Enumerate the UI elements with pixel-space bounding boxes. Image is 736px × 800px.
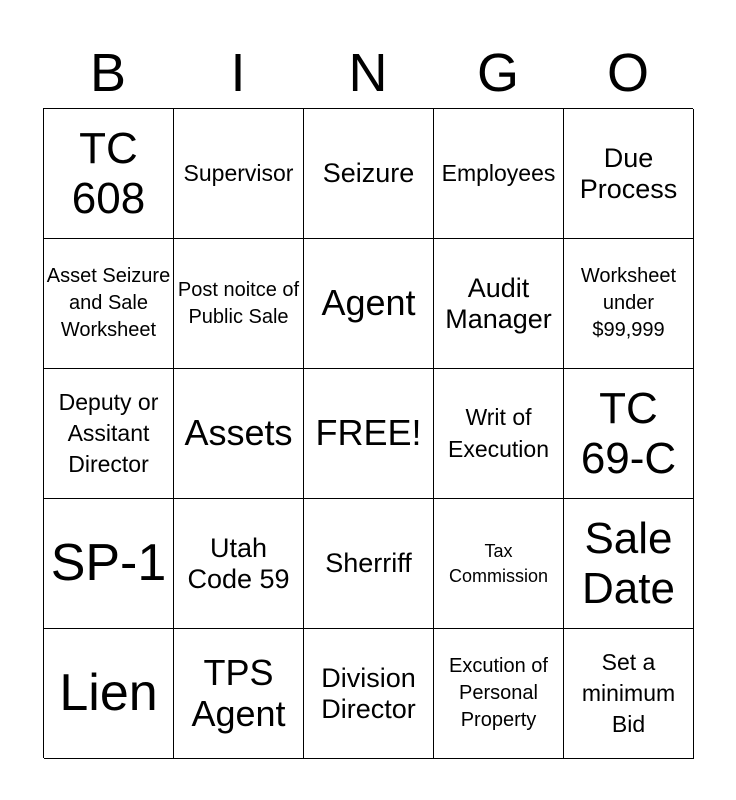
bingo-cell: Lien	[44, 629, 174, 759]
bingo-cell: Audit Manager	[434, 239, 564, 369]
bingo-cell: Supervisor	[174, 109, 304, 239]
bingo-card	[43, 108, 693, 758]
bingo-cell: Set a minimum Bid	[564, 629, 694, 759]
bingo-cell: Sale Date	[564, 499, 694, 629]
header-letter-o: O	[606, 43, 649, 103]
bingo-cell: Writ of Execution	[434, 369, 564, 499]
bingo-cell: Employees	[434, 109, 564, 239]
header-letter-b: B	[89, 43, 127, 103]
bingo-cell: Due Process	[564, 109, 694, 239]
bingo-cell: Assets	[174, 369, 304, 499]
bingo-cell: Seizure	[304, 109, 434, 239]
bingo-cell: SP-1	[44, 499, 174, 629]
bingo-cell: Deputy or Assitant Director	[44, 369, 174, 499]
bingo-cell: Utah Code 59	[174, 499, 304, 629]
bingo-cell: Division Director	[304, 629, 434, 759]
bingo-cell: Tax Commission	[434, 499, 564, 629]
bingo-cell: TPS Agent	[174, 629, 304, 759]
bingo-cell: Excution of Personal Property	[434, 629, 564, 759]
bingo-cell: FREE!	[304, 369, 434, 499]
header-letter-i: I	[230, 43, 246, 103]
bingo-header	[43, 38, 693, 108]
bingo-cell: TC 608	[44, 109, 174, 239]
bingo-cell: Sherriff	[304, 499, 434, 629]
header-letter-g: G	[476, 43, 519, 103]
header-letter-n: N	[348, 43, 388, 103]
bingo-cell: Agent	[304, 239, 434, 369]
bingo-cell: Worksheet under $99,999	[564, 239, 694, 369]
bingo-cell: Asset Seizure and Sale Worksheet	[44, 239, 174, 369]
bingo-cell: Post noitce of Public Sale	[174, 239, 304, 369]
bingo-cell: TC 69-C	[564, 369, 694, 499]
